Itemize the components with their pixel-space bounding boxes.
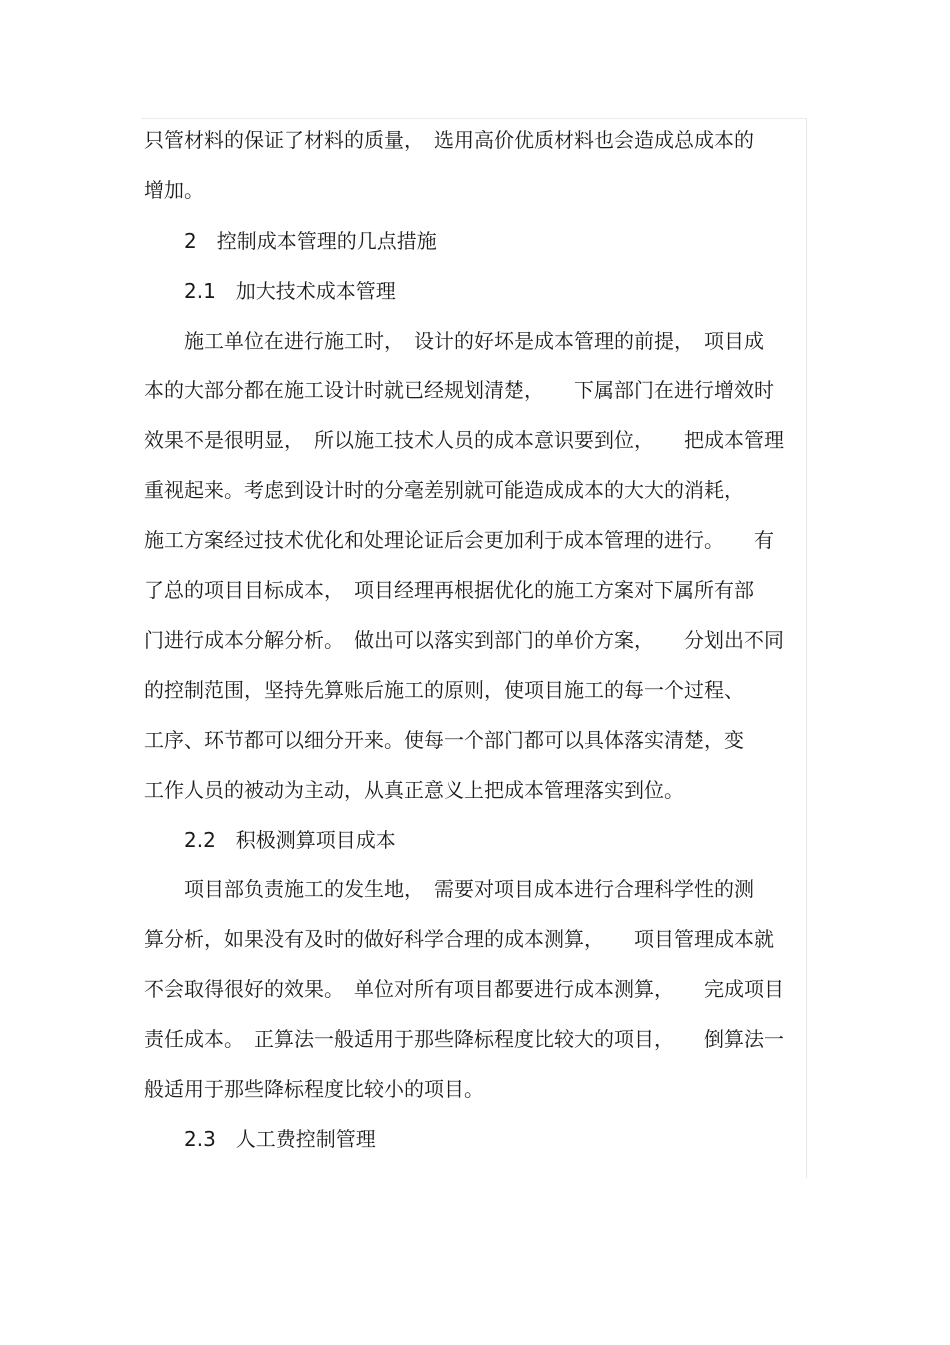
text-line: 增加。 (144, 178, 204, 202)
section-heading: 2 控制成本管理的几点措施 (144, 229, 437, 253)
text-line: 重视起来。考虑到设计时的分毫差别就可能造成成本的大大的消耗， (144, 478, 744, 502)
text-line: 项目部负责施工的发生地， 需要对项目成本进行合理科学性的测 (144, 877, 754, 901)
text-line: 责任成本。 正算法一般适用于那些降标程度比较大的项目， 倒算法一 (144, 1027, 784, 1051)
subsection-heading: 2.2 积极测算项目成本 (144, 828, 396, 852)
subsection-heading: 2.3 人工费控制管理 (144, 1127, 376, 1151)
text-line: 只管材料的保证了材料的质量， 选用高价优质材料也会造成总成本的 (144, 128, 754, 152)
text-line: 算分析，如果没有及时的做好科学合理的成本测算， 项目管理成本就 (144, 927, 774, 951)
subsection-heading: 2.1 加大技术成本管理 (144, 279, 396, 303)
text-line: 门进行成本分解分析。 做出可以落实到部门的单价方案， 分划出不同 (144, 628, 784, 652)
text-line: 工序、环节都可以细分开来。使每一个部门都可以具体落实清楚，变 (144, 728, 744, 752)
text-line: 了总的项目目标成本， 项目经理再根据优化的施工方案对下属所有部 (144, 578, 754, 602)
text-line: 效果不是很明显， 所以施工技术人员的成本意识要到位， 把成本管理 (144, 428, 784, 452)
text-line: 施工单位在进行施工时， 设计的好坏是成本管理的前提， 项目成 (144, 329, 764, 353)
text-line: 本的大部分都在施工设计时就已经规划清楚， 下属部门在进行增效时 (144, 378, 774, 402)
text-line: 的控制范围，坚持先算账后施工的原则，使项目施工的每一个过程、 (144, 678, 744, 702)
text-line: 施工方案经过技术优化和处理论证后会更加利于成本管理的进行。 有 (144, 528, 774, 552)
text-line: 工作人员的被动为主动，从真正意义上把成本管理落实到位。 (144, 778, 684, 802)
text-line: 不会取得很好的效果。 单位对所有项目都要进行成本测算， 完成项目 (144, 977, 784, 1001)
text-line: 般适用于那些降标程度比较小的项目。 (144, 1077, 484, 1101)
